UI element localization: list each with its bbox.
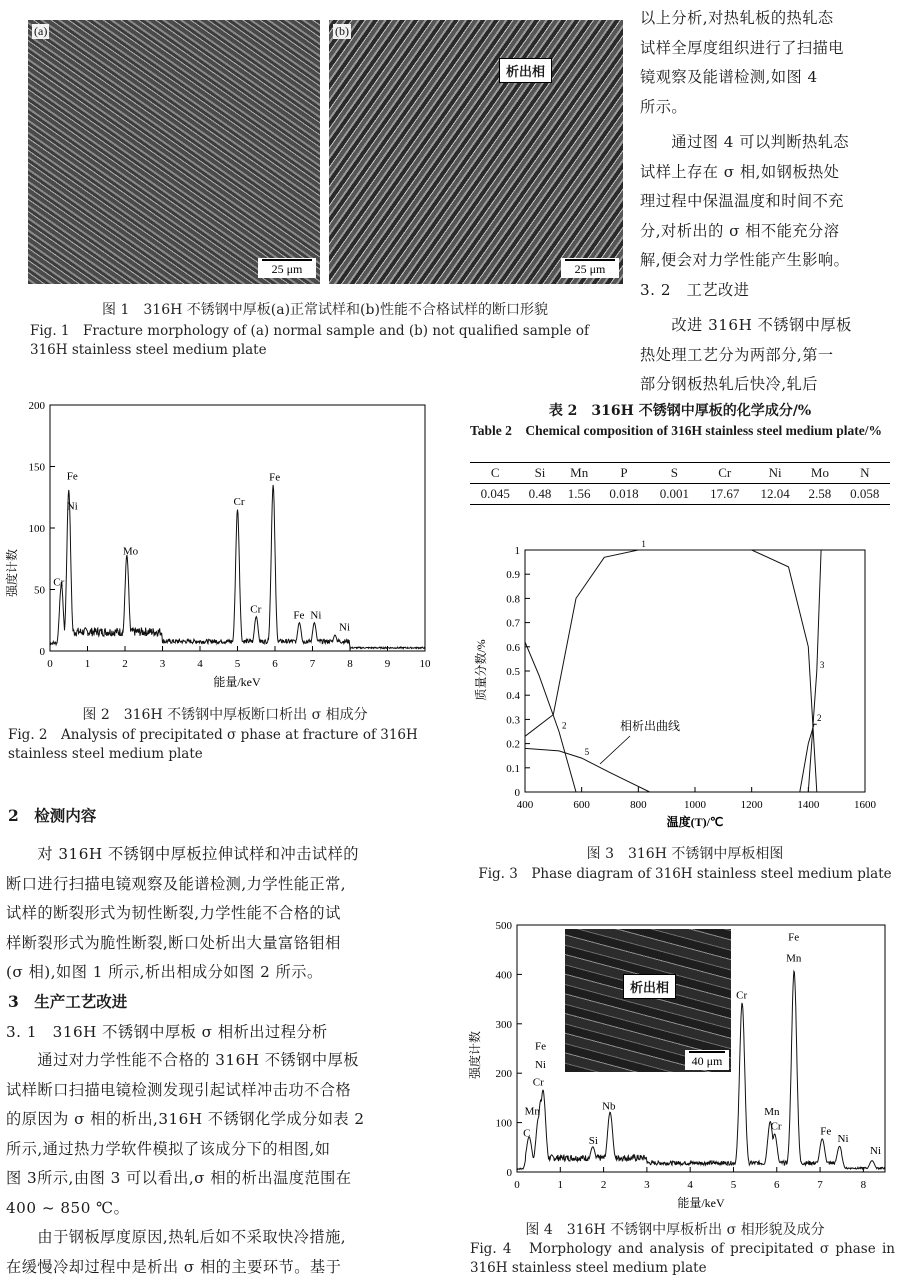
x-tick-label: 5 — [731, 1179, 737, 1191]
fig2-peak-label: Cr — [53, 577, 64, 589]
text-line: 分,对析出的 σ 相不能充分溶 — [640, 217, 896, 247]
table2-value-Mo: 2.58 — [800, 484, 839, 505]
fig3-ylabel: 质量分数/% — [473, 639, 488, 700]
table2-header-N: N — [840, 463, 890, 484]
fig2-chart — [0, 390, 440, 700]
y-tick-label: 500 — [496, 920, 513, 932]
fig4-inset-callout: 析出相 — [623, 974, 676, 999]
x-tick-label: 1 — [558, 1179, 564, 1191]
fig1-photo-b — [329, 20, 623, 284]
fig3-caption-cn: 图 3 316H 不锈钢中厚板相图 — [470, 843, 900, 863]
fig3-series-mark: 2 — [817, 713, 822, 723]
table2-value-Mn: 1.56 — [560, 484, 599, 505]
x-tick-label: 1200 — [741, 799, 764, 811]
fig4-peak-label: Ni — [535, 1059, 546, 1071]
section-3-1-heading: 3. 1 316H 不锈钢中厚板 σ 相析出过程分析 — [6, 1018, 328, 1048]
y-tick-label: 0 — [40, 646, 46, 658]
text-line: 断口进行扫描电镜观察及能谱检测,力学性能正常, — [6, 870, 436, 900]
fig3-xlabel: 温度(T)/℃ — [667, 814, 724, 829]
fig3-series-mark: 5 — [585, 747, 590, 757]
fig2-peak-label: Fe — [293, 609, 304, 621]
table2-value-N: 0.058 — [840, 484, 890, 505]
y-tick-label: 50 — [34, 585, 46, 597]
text-line: 通过对力学性能不合格的 316H 不锈钢中厚板 — [6, 1046, 436, 1076]
x-tick-label: 2 — [601, 1179, 607, 1191]
fig1-scalebar-a: 25 μm — [258, 258, 316, 278]
table2-value-C: 0.045 — [470, 484, 520, 505]
fig2-plot-frame — [50, 405, 425, 651]
fig3-plot-frame — [525, 550, 865, 792]
x-tick-label: 10 — [420, 658, 432, 670]
fig3-caption-en: Fig. 3 Phase diagram of 316H stainless steel medium plate — [470, 865, 900, 884]
x-tick-label: 800 — [630, 799, 647, 811]
x-tick-label: 400 — [517, 799, 534, 811]
text-line: 在缓慢冷却过程中是析出 σ 相的主要环节。基于 — [6, 1253, 436, 1282]
text-line: 试样全厚度组织进行了扫描电 — [640, 34, 896, 64]
fig4-peak-label: Cr — [771, 1120, 782, 1132]
table2-header-Mo: Mo — [800, 463, 839, 484]
text-line: 样断裂形式为脆性断裂,断口处析出大量富铬钼相 — [6, 929, 436, 959]
section-3-2-heading: 3. 2 工艺改进 — [640, 276, 896, 306]
table2-value-P: 0.018 — [599, 484, 649, 505]
fig4-inset-photo — [565, 929, 731, 1072]
text-line: 部分钢板热轧后快冷,轧后 — [640, 370, 896, 400]
x-tick-label: 2 — [122, 658, 128, 670]
table2-value-Cr: 17.67 — [700, 484, 750, 505]
x-tick-label: 5 — [235, 658, 241, 670]
y-tick-label: 0.8 — [506, 593, 520, 605]
fig4-peak-label: Ni — [870, 1145, 881, 1157]
table2-title-en: Table 2 Chemical composition of 316H stainless steel medium plate/% — [470, 422, 890, 440]
fig4-caption-en: Fig. 4 Morphology and analysis of precipitated σ phase in 316H stainless steel medium plate — [470, 1240, 895, 1278]
fig3-chart — [465, 540, 900, 840]
fig3-series-line — [525, 550, 817, 792]
fig2-peak-label: Mo — [123, 545, 139, 557]
fig2-ylabel: 强度计数 — [4, 549, 19, 597]
x-tick-label: 600 — [573, 799, 590, 811]
text-line: 理过程中保温温度和时间不充 — [640, 187, 896, 217]
table2-value-row — [470, 484, 890, 505]
y-tick-label: 0.3 — [506, 714, 520, 726]
x-tick-label: 8 — [347, 658, 353, 670]
text-line: 以上分析,对热轧板的热轧态 — [640, 4, 896, 34]
fig2-caption-en: Fig. 2 Analysis of precipitated σ phase at fracture of 316H stainless steel medium plate — [8, 726, 438, 764]
x-tick-label: 6 — [272, 658, 278, 670]
y-tick-label: 200 — [496, 1068, 513, 1080]
table2-value-Si: 0.48 — [520, 484, 559, 505]
fig2-peak-label: Fe — [269, 472, 280, 484]
fig4-ylabel: 强度计数 — [467, 1031, 482, 1079]
x-tick-label: 4 — [687, 1179, 693, 1191]
y-tick-label: 0.2 — [506, 739, 520, 751]
y-tick-label: 0.4 — [506, 690, 520, 702]
fig4-peak-label: Cr — [533, 1076, 544, 1088]
y-tick-label: 300 — [496, 1019, 513, 1031]
fig4-peak-label: Fe — [535, 1040, 546, 1052]
text-line: 所示。 — [640, 93, 896, 123]
x-tick-label: 9 — [385, 658, 391, 670]
text-line: 图 3所示,由图 3 可以看出,σ 相的析出温度范围在 — [6, 1164, 436, 1194]
y-tick-label: 0 — [515, 787, 521, 799]
y-tick-label: 1 — [515, 545, 521, 557]
text-line: 的原因为 σ 相的析出,316H 不锈钢化学成分如表 2 — [6, 1105, 436, 1135]
text-line: 对 316H 不锈钢中厚板拉伸试样和冲击试样的 — [6, 840, 436, 870]
text-line: 试样上存在 σ 相,如钢板热处 — [640, 158, 896, 188]
y-tick-label: 100 — [29, 523, 46, 535]
table2-header-Si: Si — [520, 463, 559, 484]
fig4-peak-label: C — [523, 1127, 530, 1139]
table2-header-C: C — [470, 463, 520, 484]
table2-header-row — [470, 463, 890, 484]
fig4-peak-label: Si — [589, 1135, 598, 1147]
fig1-caption-en: Fig. 1 Fracture morphology of (a) normal sample and (b) not qualified sample of 316H stainless steel medium plate — [30, 322, 630, 360]
fig2-spectrum-line — [50, 485, 425, 649]
text-line: 改进 316H 不锈钢中厚板 — [640, 311, 896, 341]
x-tick-label: 8 — [861, 1179, 867, 1191]
fig3-annotation-pointer — [600, 736, 630, 764]
fig4-peak-label: Mn — [525, 1106, 541, 1118]
sec2-paragraph — [6, 840, 436, 988]
fig1-callout: 析出相 — [499, 58, 552, 83]
x-tick-label: 3 — [644, 1179, 650, 1191]
text-line: 400 ~ 850 ℃。 — [6, 1194, 436, 1224]
fig4-peak-label: Fe — [820, 1125, 831, 1137]
fig4-xlabel: 能量/keV — [677, 1195, 725, 1210]
fig2-peak-label: Ni — [67, 501, 78, 513]
fig1-photo-a — [28, 20, 320, 284]
table2-value-S: 0.001 — [649, 484, 699, 505]
fig2-peak-label: Cr — [234, 496, 245, 508]
y-tick-label: 400 — [496, 969, 513, 981]
table2-header-Mn: Mn — [560, 463, 599, 484]
fig2-peak-label: Cr — [250, 603, 261, 615]
fig2-caption-cn: 图 2 316H 不锈钢中厚板断口析出 σ 相成分 — [10, 704, 440, 724]
x-tick-label: 7 — [817, 1179, 823, 1191]
fig4-inset-scalebar: 40 μm — [685, 1050, 729, 1070]
fig4-peak-label: Ni — [838, 1133, 849, 1145]
fig3-series-mark: 3 — [820, 660, 825, 670]
text-line: 试样断口扫描电镜检测发现引起试样冲击功不合格 — [6, 1076, 436, 1106]
fig3-annotation: 相析出曲线 — [620, 718, 680, 733]
fig4-peak-label: Fe — [788, 931, 799, 943]
fig1-label-b: (b) — [333, 24, 351, 39]
table2-value-Ni: 12.04 — [750, 484, 800, 505]
x-tick-label: 0 — [47, 658, 53, 670]
sec31-paragraph — [6, 1046, 436, 1282]
y-tick-label: 100 — [496, 1118, 513, 1130]
x-tick-label: 6 — [774, 1179, 780, 1191]
text-line: 解,便会对力学性能产生影响。 — [640, 246, 896, 276]
fig3-series-mark: 2 — [562, 721, 567, 731]
fig4-peak-label: Mn — [764, 1106, 780, 1118]
y-tick-label: 150 — [29, 462, 46, 474]
table2-header-Cr: Cr — [700, 463, 750, 484]
fig1-caption-cn: 图 1 316H 不锈钢中厚板(a)正常试样和(b)性能不合格试样的断口形貌 — [20, 299, 630, 319]
x-tick-label: 7 — [310, 658, 316, 670]
table2-header-S: S — [649, 463, 699, 484]
y-tick-label: 0.9 — [506, 569, 520, 581]
y-tick-label: 200 — [29, 400, 46, 412]
fig4-peak-label: Mn — [786, 952, 802, 964]
text-line: 所示,通过热力学软件模拟了该成分下的相图,如 — [6, 1135, 436, 1165]
y-tick-label: 0.6 — [506, 642, 520, 654]
table2-title-cn: 表 2 316H 不锈钢中厚板的化学成分/% — [470, 400, 890, 420]
y-tick-label: 0.5 — [506, 666, 520, 678]
fig3-series-mark: 1 — [641, 540, 646, 549]
fig2-xlabel: 能量/keV — [213, 674, 261, 689]
x-tick-label: 4 — [197, 658, 203, 670]
fig2-peak-label: Ni — [339, 622, 350, 634]
text-line: 热处理工艺分为两部分,第一 — [640, 341, 896, 371]
y-tick-label: 0.7 — [506, 618, 520, 630]
fig4-caption-cn: 图 4 316H 不锈钢中厚板析出 σ 相形貌及成分 — [470, 1219, 880, 1239]
y-tick-label: 0.1 — [506, 763, 520, 775]
text-line: 通过图 4 可以判断热轧态 — [640, 128, 896, 158]
fig1-label-a: (a) — [32, 24, 49, 39]
table2-header-P: P — [599, 463, 649, 484]
y-tick-label: 0 — [507, 1167, 513, 1179]
text-line: (σ 相),如图 1 所示,析出相成分如图 2 所示。 — [6, 958, 436, 988]
table2-header-Ni: Ni — [750, 463, 800, 484]
x-tick-label: 1 — [85, 658, 91, 670]
x-tick-label: 0 — [514, 1179, 520, 1191]
right-top-paragraph — [640, 4, 896, 400]
fig2-peak-label: Fe — [67, 470, 78, 482]
text-line: 试样的断裂形式为韧性断裂,力学性能不合格的试 — [6, 899, 436, 929]
fig2-peak-label: Ni — [310, 609, 321, 621]
fig4-peak-label: Nb — [602, 1101, 616, 1113]
text-line: 镜观察及能谱检测,如图 4 — [640, 63, 896, 93]
fig4-peak-label: Cr — [736, 990, 747, 1002]
x-tick-label: 1400 — [797, 799, 820, 811]
section-3-heading: 3 生产工艺改进 — [8, 990, 127, 1012]
section-2-heading: 2 检测内容 — [8, 804, 96, 826]
x-tick-label: 3 — [160, 658, 166, 670]
x-tick-label: 1600 — [854, 799, 877, 811]
fig1-scalebar-b: 25 μm — [561, 258, 619, 278]
text-line: 由于钢板厚度原因,热轧后如不采取快冷措施, — [6, 1223, 436, 1253]
x-tick-label: 1000 — [684, 799, 707, 811]
fig3-series-line — [800, 724, 817, 792]
table2 — [470, 462, 890, 505]
